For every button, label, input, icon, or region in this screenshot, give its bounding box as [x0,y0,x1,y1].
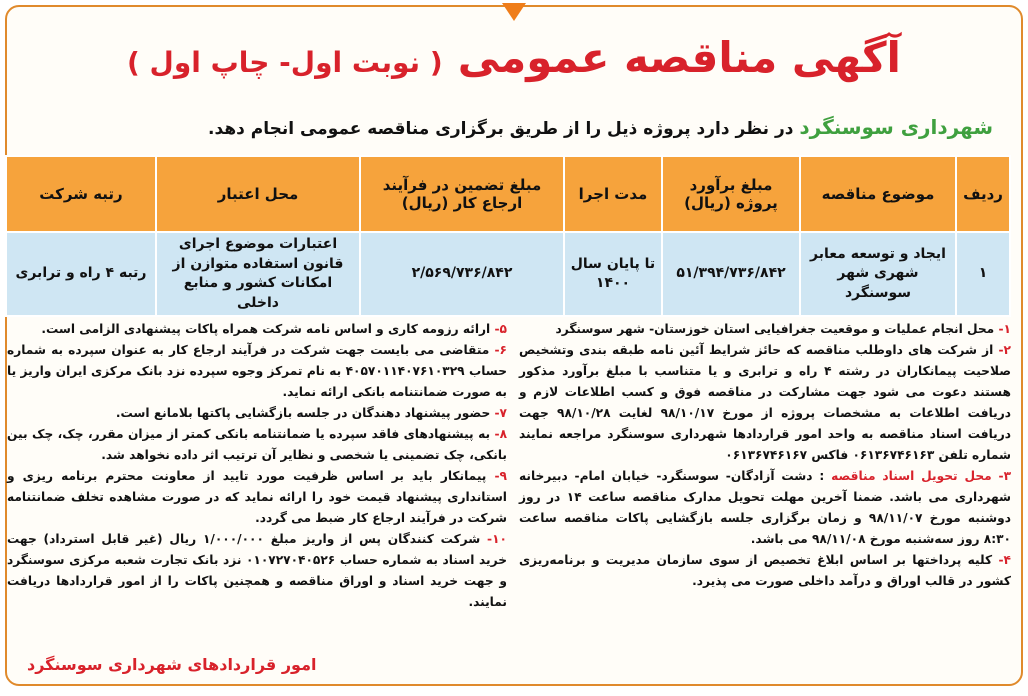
item-number: ۷- [494,406,507,420]
condition-item [7,340,507,403]
conditions-left-column [7,319,507,613]
item-text: حضور پیشنهاد دهندگان در جلسه بازگشایی پاکتها بلامانع است. [115,406,491,420]
header-cell: مبلغ تضمین در فرآیند ارجاع کار (ریال) [360,156,564,232]
item-text: پیمانکار باید بر اساس ظرفیت مورد تایید از معاونت محترم برنامه ریزی و استانداری پیشنهاد قیمت خود را ارائه نماید که در صورت مشاهده تخلف ضمانتنامه شرکت در فرآیند ارجاع کار ضبط می گردد. [7,469,507,525]
item-text: از شرکت های داوطلب مناقصه که حائز شرایط آئین نامه طبقه بندی وتشخیص صلاحیت پیمانکاران در رشته ۴ راه و ترابری و یا متناسب با مبلغ برآورد مذکور هستند دعوت می شود جهت مشارکت در مناقصه فوق و کسب اطلاعات لازم و دریافت اطلاعات به مشخصات پروژه از مورخ ۹۸/۱۰/۱۷ لغایت ۹۸/۱۰/۲۸ جهت دریافت اسناد مناقصه به واحد امور قراردادها شهرداری سوسنگرد مراجعه نمایند شماره تلفن ۰۶۱۳۶۷۴۶۱۶۳ فاکس ۰۶۱۳۶۷۴۶۱۶۷ [519,343,1011,462]
item-number: ۶- [494,343,507,357]
org-name: شهرداری سوسنگرد [799,115,993,139]
intro-line [27,115,993,139]
item-text: شرکت کنندگان پس از واریز مبلغ ۱/۰۰۰/۰۰۰ ریال (غیر قابل استرداد) جهت خرید اسناد به شماره حساب ۰۱۰۷۲۷۰۴۰۵۲۶ نزد بانک تجارت شعبه مرکزی سوسنگرد و جهت خرید اسناد و اوراق مناقصه و همچنین پاکات را از امور قراردادها دریافت نمایند. [7,532,507,609]
duration: تا پایان سال ۱۴۰۰ [564,232,662,316]
top-arrow-icon [502,3,526,21]
item-number: ۴- [998,553,1011,567]
table-row [6,232,1010,316]
condition-item [7,529,507,613]
condition-item [7,319,507,340]
item-text: به پیشنهادهای فاقد سپرده یا ضمانتنامه بانکی کمتر از میزان مقرر، چک، چک بین بانکی، چک تضمینی یا شخصی و نظایر آن ترتیب اثر داده نخواهد شد. [7,427,507,462]
footer-signature: امور قراردادهای شهرداری سوسنگرد [27,655,317,674]
tender-notice [5,5,1023,686]
guarantee-amount: ۲/۵۶۹/۷۳۶/۸۴۲ [360,232,564,316]
table-header-row [6,156,1010,232]
condition-item [519,550,1011,592]
condition-item [7,466,507,529]
company-grade: رتبه ۴ راه و ترابری [6,232,156,316]
tender-subject: ایجاد و توسعه معابر شهری شهر سوسنگرد [800,232,956,316]
header-cell: مدت اجرا [564,156,662,232]
item-text: کلیه پرداختها بر اساس ابلاغ تخصیص از سوی سازمان مدیریت و برنامه‌ریزی کشور در قالب اوراق و درآمد داخلی صورت می پذیرد. [519,553,1011,588]
condition-item [7,403,507,424]
item-text: متقاضی می بایست جهت شرکت در فرآیند ارجاع کار به عنوان سپرده به شماره حساب ۴۰۵۷۰۱۱۴۰۷۶۱۰۳۲۹ به نام تمرکز وجوه سپرده نزد بانک مرکزی ایران واریز یا به صورت ضمانتنامه بانکی ارائه نماید. [7,343,507,399]
funding-source: اعتبارات موضوع اجرای قانون استفاده متوازن از امکانات کشور و منابع داخلی [156,232,360,316]
notice-subtitle: ( نوبت اول- چاپ اول ) [127,46,443,79]
header-cell: مبلغ برآورد پروژه (ریال) [662,156,800,232]
item-text: : دشت آزادگان- سوسنگرد- خیابان امام- دبیرخانه شهرداری می باشد. ضمنا آخرین مهلت تحویل مدارک مناقصه ساعت ۱۴ در روز دوشنبه مورخ ۹۸/۱۱/۰۷ و زمان برگزاری جلسه بازگشایی پاکات مناقصه ساعت ۸:۳۰ روز سه‌شنبه مورخ ۹۸/۱۱/۰۸ می باشد. [519,469,1011,546]
header-cell: ردیف [956,156,1010,232]
condition-item [519,340,1011,466]
item-number: ۸- [494,427,508,441]
item-number: ۱۰- [487,532,507,546]
conditions-right-column [519,319,1011,592]
notice-title: آگهی مناقصه عمومی [457,33,901,82]
condition-item [7,424,507,466]
intro-text: در نظر دارد پروژه ذیل را از طریق برگزاری مناقصه عمومی انجام دهد. [208,119,794,139]
estimated-amount: ۵۱/۳۹۴/۷۳۶/۸۴۲ [662,232,800,316]
item-number: ۹- [494,469,507,483]
conditions [7,319,1011,659]
item-number: ۲- [998,343,1011,357]
condition-item [519,466,1011,550]
row-number: ۱ [956,232,1010,316]
header-cell: رتبه شرکت [6,156,156,232]
header-cell: موضوع مناقصه [800,156,956,232]
item-number: ۳- [998,469,1012,483]
item-text: ارائه رزومه کاری و اساس نامه شرکت همراه پاکات پیشنهادی الزامی است. [41,322,491,336]
condition-item [519,319,1011,340]
item-number: ۱- [998,322,1011,336]
header-cell: محل اعتبار [156,156,360,232]
item-text: محل انجام عملیات و موقعیت جغرافیایی استان خوزستان- شهر سوسنگرد [555,322,995,336]
item-label: محل تحویل اسناد مناقصه [831,469,992,483]
title-row [7,33,1021,82]
item-number: ۵- [494,322,507,336]
tender-table [5,155,1011,317]
